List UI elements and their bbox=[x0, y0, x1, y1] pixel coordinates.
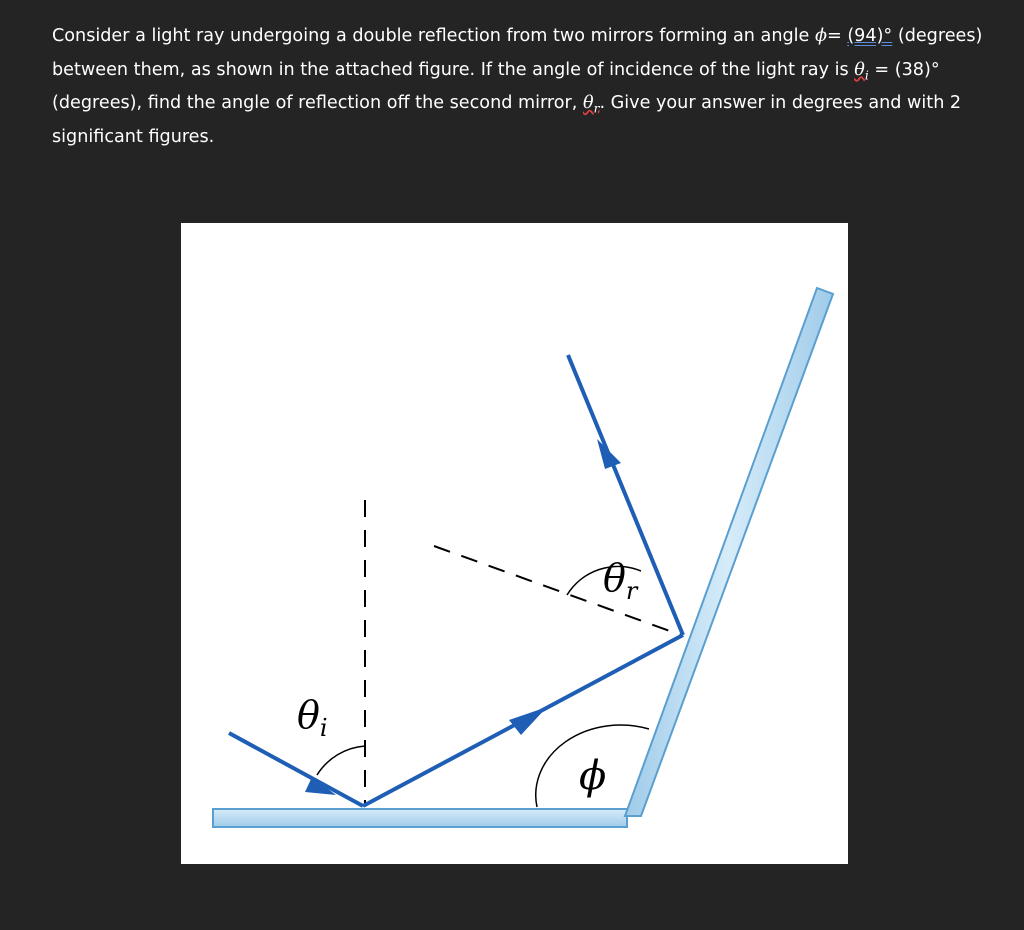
theta-r-label-sub: r bbox=[625, 577, 638, 605]
theta-i-arc bbox=[317, 746, 365, 775]
reflection-diagram bbox=[181, 223, 848, 864]
question-part-3: . Give your answer in degrees and with 2 significant figures. bbox=[52, 93, 962, 147]
slanted-mirror bbox=[625, 288, 833, 816]
question-part-eq2: = (38)° (degrees), find the angle of reflection off the second mirror, bbox=[52, 59, 940, 113]
reflection-figure bbox=[181, 223, 848, 864]
theta-i-symbol bbox=[854, 59, 869, 83]
incident-ray bbox=[229, 733, 363, 806]
equals-sign: = bbox=[826, 26, 848, 46]
reflected-ray-arrowhead bbox=[597, 439, 621, 469]
theta-r-label: $\theta_r$ bbox=[603, 556, 638, 605]
bottom-mirror bbox=[213, 809, 627, 827]
theta-r-letter: θ bbox=[582, 93, 594, 113]
phi-value: (94)° bbox=[847, 26, 893, 46]
question-part-2: (degrees) between them, as shown in the attached figure. If the angle of incidence of the light ray is bbox=[52, 26, 983, 80]
theta-i-label: $\theta_i$ bbox=[297, 693, 328, 742]
normal-line-second-mirror bbox=[434, 546, 681, 635]
theta-i-letter: θ bbox=[854, 59, 865, 80]
middle-ray-arrowhead bbox=[509, 707, 547, 735]
theta-i-label-sub: i bbox=[319, 714, 328, 742]
theta-r-symbol bbox=[582, 93, 600, 116]
theta-i-subscript: i bbox=[864, 68, 869, 83]
phi-label: ϕ bbox=[579, 753, 607, 799]
question-part-1: Consider a light ray undergoing a double reflection from two mirrors forming an angle bbox=[52, 26, 815, 46]
incident-ray-arrowhead bbox=[305, 777, 336, 795]
question-text bbox=[52, 20, 992, 154]
phi-symbol: ϕ bbox=[814, 26, 827, 46]
theta-r-subscript: r bbox=[593, 101, 600, 116]
